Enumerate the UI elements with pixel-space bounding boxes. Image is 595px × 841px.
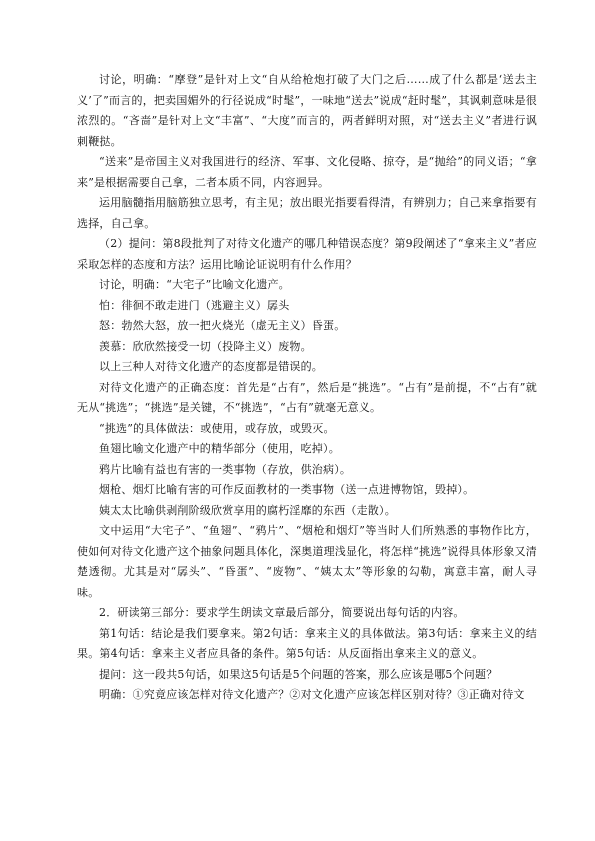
body-text xyxy=(77,70,537,706)
paragraph-sent-vs-take: “送来”是帝国主义对我国进行的经济、军事、文化侵略、掠夺，是“抛给”的同义语；“拿来”是根据需要自己拿，二者本质不同，内容迥异。 xyxy=(77,155,537,189)
paragraph-part-three: 2．研读第三部分：要求学生朗读文章最后部分，简要说出每句话的内容。 xyxy=(99,606,465,619)
paragraph-anger: 怒：勃然大怒，放一把火烧光（虚无主义）昏蛋。 xyxy=(99,319,346,332)
paragraph-discussion-modern-stingy: 讨论，明确：“摩登”是针对上文“自从给枪炮打破了大门之后……成了什么都是‘送去主义’了”而言的，把卖国媚外的行径说成“时髦”，一味地“送去”说成“赶时髦”，其讽刺意味是很浓烈的。“吝啬”是针对上文“丰富”、“大度”而言的，两者鲜明对照，对“送去主义”者进行讽刺鞭挞。 xyxy=(77,73,537,148)
paragraph-big-house: 讨论，明确：“大宅子”比喻文化遗产。 xyxy=(99,278,290,291)
paragraph-envy: 羡慕：欣欣然接受一切（投降主义）废物。 xyxy=(99,339,312,353)
paragraph-fear: 怕：徘徊不敢走进门（逃避主义）孱头 xyxy=(99,298,290,312)
paragraph-select-methods: “挑选”的具体做法：或使用，或存放，或毁灭。 xyxy=(99,421,335,435)
paragraph-five-sentences: 第1句话：结论是我们要拿来。第2句话：拿来主义的具体做法。第3句话：拿来主义的结果。第4句话：拿来主义者应具备的条件。第5句话：从反面指出拿来主义的意义。 xyxy=(77,626,537,660)
paragraph-concubine: 姨太太比喻供剥削阶级欣赏享用的腐朽淫靡的东西（走散）。 xyxy=(99,503,396,517)
paragraph-opium-pipe: 烟枪、烟灯比喻有害的可作反面教材的一类事物（送一点进博物馆，毁掉）。 xyxy=(99,483,475,496)
paragraph-use-brain: 运用脑髓指用脑筋独立思考，有主见；放出眼光指要看得清，有辨别力；自己来拿指要有选择，自己拿。 xyxy=(77,196,537,230)
paragraph-question-2: （2）提问：第8段批判了对待文化遗产的哪几种错误态度？第9段阐述了“拿来主义”者应采取怎样的态度和方法？运用比喻论证说明有什么作用？ xyxy=(77,237,537,271)
paragraph-shark-fin: 鱼翅比喻文化遗产中的精华部分（使用，吃掉）。 xyxy=(99,442,340,455)
paragraph-metaphor-effect: 文中运用“大宅子”、“鱼翅”、“鸦片”、“烟枪和烟灯”等当时人们所熟悉的事物作比方，使如何对待文化遗产这个抽象问题具体化，深奥道理浅显化，将怎样“挑选”说得具体形象又清楚透彻。尤其是对“孱头”、“昏蛋”、“废物”、“姨太太”等形象的勾勒，寓意丰富，耐人寻味。 xyxy=(77,524,537,599)
paragraph-question-five: 提问：这一段共5句话，如果这5句话是5个问题的答案，那么应该是哪5个问题？ xyxy=(99,667,498,681)
paragraph-answer: 明确：①究竟应该怎样对待文化遗产？②对文化遗产应该怎样区别对待？③正确对待文 xyxy=(99,688,525,701)
paragraph-three-wrong: 以上三种人对待文化遗产的态度都是错误的。 xyxy=(99,360,323,373)
paragraph-correct-attitude: 对待文化遗产的正确态度：首先是“占有”，然后是“挑选”。“占有”是前提，不“占有”就无从“挑选”；“挑选”是关键，不“挑选”，“占有”就毫无意义。 xyxy=(77,380,537,414)
paragraph-opium: 鸦片比喻有益也有害的一类事物（存放，供治病）。 xyxy=(99,462,352,476)
